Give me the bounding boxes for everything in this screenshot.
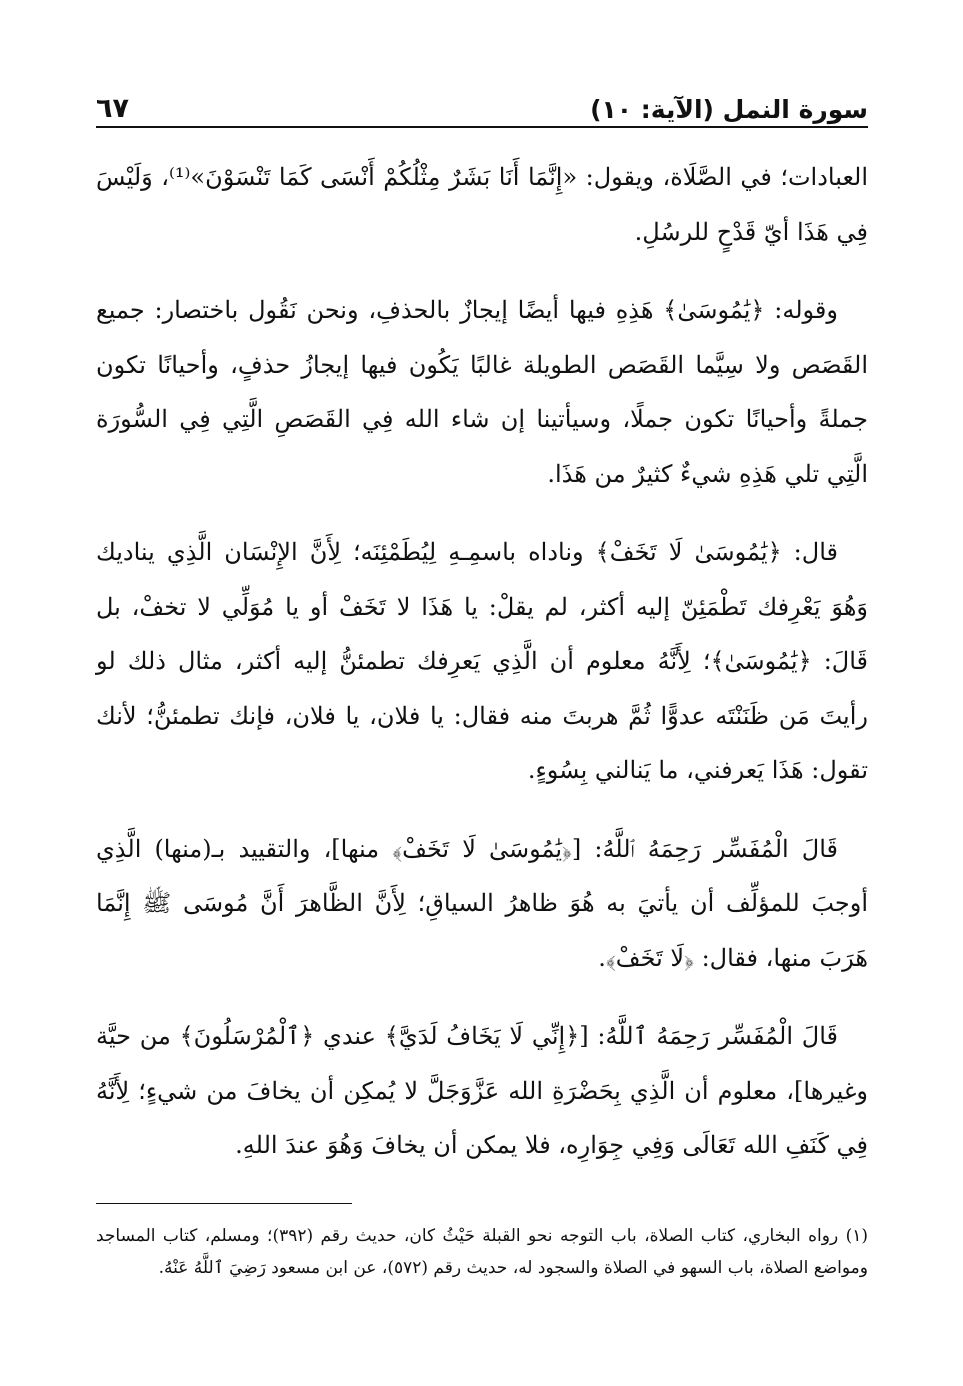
main-text [96,150,868,1173]
paragraph: العبادات؛ في الصَّلَاة، ويقول: «إِنَّمَا أَنَا بَشَرٌ مِثْلُكُمْ أَنْسَى كَمَا تَنْسَوْنَ»⁽¹⁾، وَلَيْسَ فِي هَذَا أيّ قَدْحٍ للرسُلِ. [96,163,869,246]
footnote-separator [96,1203,352,1204]
surah-heading: سورة النمل (الآية: ١٠) [590,95,868,124]
footnote: (١) رواه البخاري، كتاب الصلاة، باب التوجه نحو القبلة حَيْثُ كان، حديث رقم (٣٩٢)؛ ومسلم، كتاب المساجد ومواضع الصلاة، باب السهو في الصلاة والسجود له، حديث رقم (٥٧٢)، عن ابن مسعود رَضِيَ ٱللَّهُ عَنْهُ. [96,1225,868,1278]
footnote-separator-wrap [96,1197,868,1220]
page-number: ٦٧ [96,93,129,124]
paragraph: قال: ﴿يَٰمُوسَىٰ لَا تَخَفْ﴾ وناداه باسمِـهِ لِيُطَمْئِنَه؛ لِأَنَّ الإِنْسَان الَّذِي يناديك وَهُوَ يَعْرِفك تَطْمَئِنّ إليه أكثر، لم يقلْ: يا هَذَا لا تَخَفْ أو يا مُوَلِّي لا تخفْ، بل قَالَ: ﴿يَٰمُوسَىٰ﴾؛ لِأَنَّهُ معلوم أن الَّذِي يَعرِفك تطمئنُّ إليه أكثر، مثال ذلك لو رأيتَ مَن ظَنَنْتَه عدوًّا ثُمَّ هربتَ منه فقال: يا فلان، يا فلان، فإنك تطمئنُّ؛ لأنك تقول: هَذَا يَعرفني، ما يَنالني بِسُوءٍ. [96,538,868,784]
paragraph: وقوله: ﴿يَٰمُوسَىٰ﴾ هَذِهِ فيها أيضًا إيجازٌ بالحذفِ، ونحن نَقُول باختصار: جميع القَصَص ولا سِيَّما القَصَص الطويلة غالبًا يَكُون فيها إيجازُ حذفٍ، وأحيانًا تكون جملةً وأحيانًا تكون جملًا، وسيأتينا إن شاء الله فِي القَصَصِ الَّتِي فِي السُّورَة الَّتِي تلي هَذِهِ شيءٌ كثيرٌ من هَذَا. [96,296,868,488]
paragraph: قَالَ الْمُفَسِّر رَحِمَهُ ٱللَّهُ: [﴿يَٰمُوسَىٰ لَا تَخَفْ﴾ منها]، والتقييد بـ(منها) الَّذِي أوجبَ للمؤلِّف أن يأتيَ به هُوَ ظاهرُ السياقِ؛ لِأَنَّ الظَّاهرَ أَنَّ مُوسَى ﷺ إِنَّمَا هَرَبَ منها، فقال: ﴿لَا تَخَفْ﴾. [96,834,868,972]
paragraph: قَالَ الْمُفَسِّر رَحِمَهُ ٱللَّهُ: [﴿إِنِّي لَا يَخَافُ لَدَيَّ﴾ عندي ﴿ٱلْمُرْسَلُونَ﴾ من حيَّة وغيرها]، معلوم أن الَّذِي بِحَضْرَةِ الله عَزَّوَجَلَّ لا يُمكِن أن يخافَ من شيءٍ؛ لِأَنَّهُ فِي كَنَفِ الله تَعَالَى وَفِي جِوَارِه، فلا يمكن أن يخافَ وَهُوَ عندَ اللهِ. [96,1022,868,1159]
book-page [96,80,868,1340]
page-header [96,80,868,128]
